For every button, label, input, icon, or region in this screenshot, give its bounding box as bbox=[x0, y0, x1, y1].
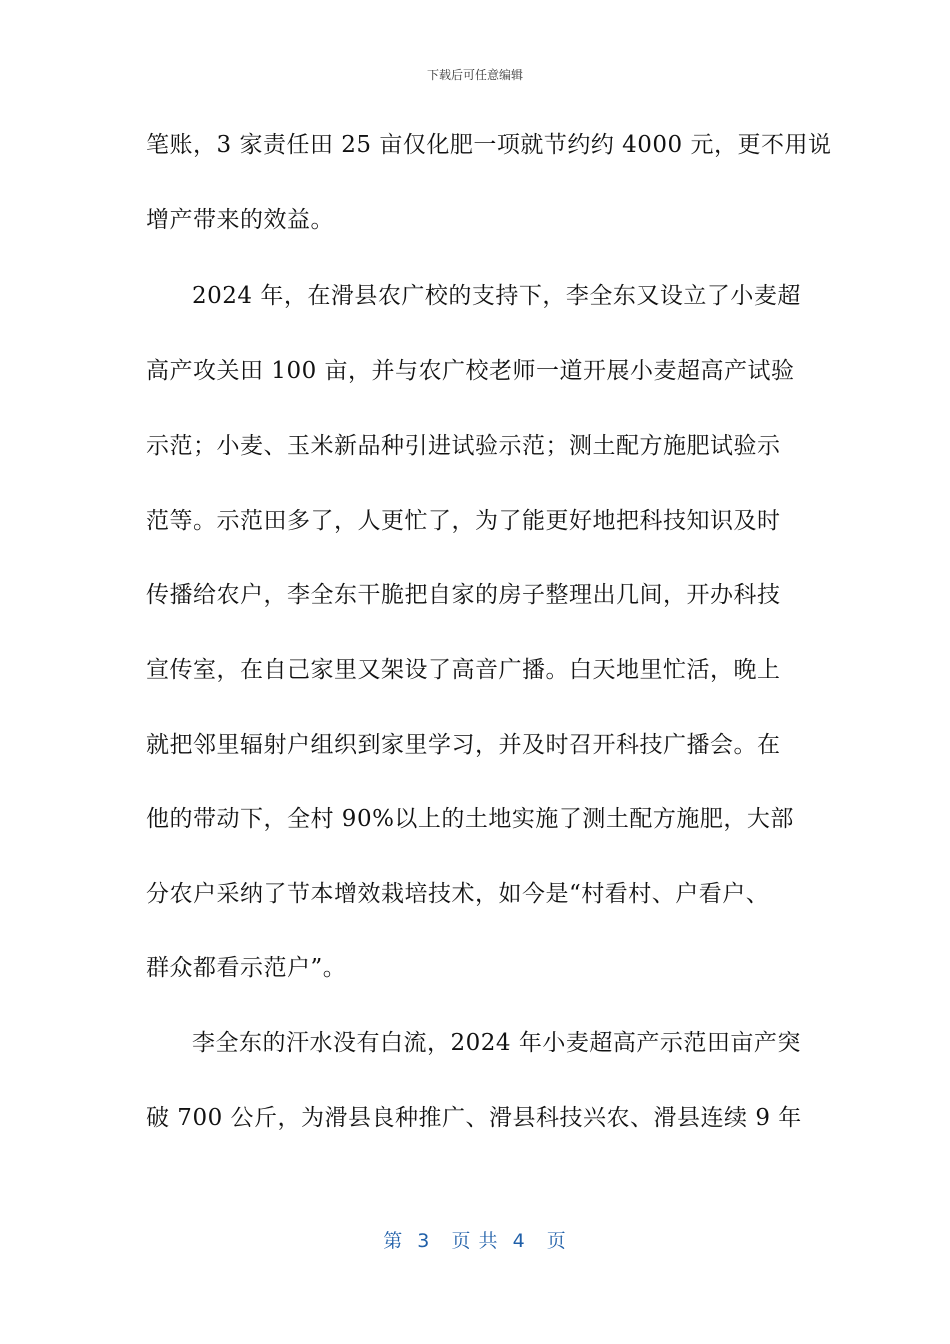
text-line: 高产攻关田 100 亩，并与农广校老师一道开展小麦超高产试验 bbox=[146, 358, 795, 384]
text-line: 示范；小麦、玉米新品种引进试验示范；测土配方施肥试验示 bbox=[146, 433, 781, 459]
text-line: 笔账，3 家责任田 25 亩仅化肥一项就节约约 4000 元，更不用说 bbox=[146, 132, 832, 158]
text-line: 李全东的汗水没有白流，2024 年小麦超高产示范田亩产突 bbox=[192, 1030, 801, 1056]
text-line: 传播给农户，李全东干脆把自家的房子整理出几间，开办科技 bbox=[146, 582, 781, 608]
text-line: 2024 年，在滑县农广校的支持下，李全东又设立了小麦超 bbox=[192, 283, 801, 309]
text-line: 他的带动下，全村 90%以上的土地实施了测土配方施肥，大部 bbox=[146, 806, 794, 832]
text-line: 分农户采纳了节本增效栽培技术，如今是“村看村、户看户、 bbox=[146, 881, 770, 907]
text-line: 群众都看示范户”。 bbox=[146, 955, 347, 981]
text-line: 范等。示范田多了，人更忙了，为了能更好地把科技知识及时 bbox=[146, 508, 781, 534]
text-line: 宣传室，在自己家里又架设了高音广播。白天地里忙活，晚上 bbox=[146, 657, 781, 683]
page-number-footer: 第 3 页 共 4 页 bbox=[383, 1230, 567, 1252]
header-note: 下载后可任意编辑 bbox=[426, 68, 523, 82]
text-line: 增产带来的效益。 bbox=[146, 207, 334, 233]
text-line: 就把邻里辐射户组织到家里学习，并及时召开科技广播会。在 bbox=[146, 732, 781, 758]
text-line: 破 700 公斤，为滑县良种推广、滑县科技兴农、滑县连续 9 年 bbox=[146, 1105, 802, 1131]
